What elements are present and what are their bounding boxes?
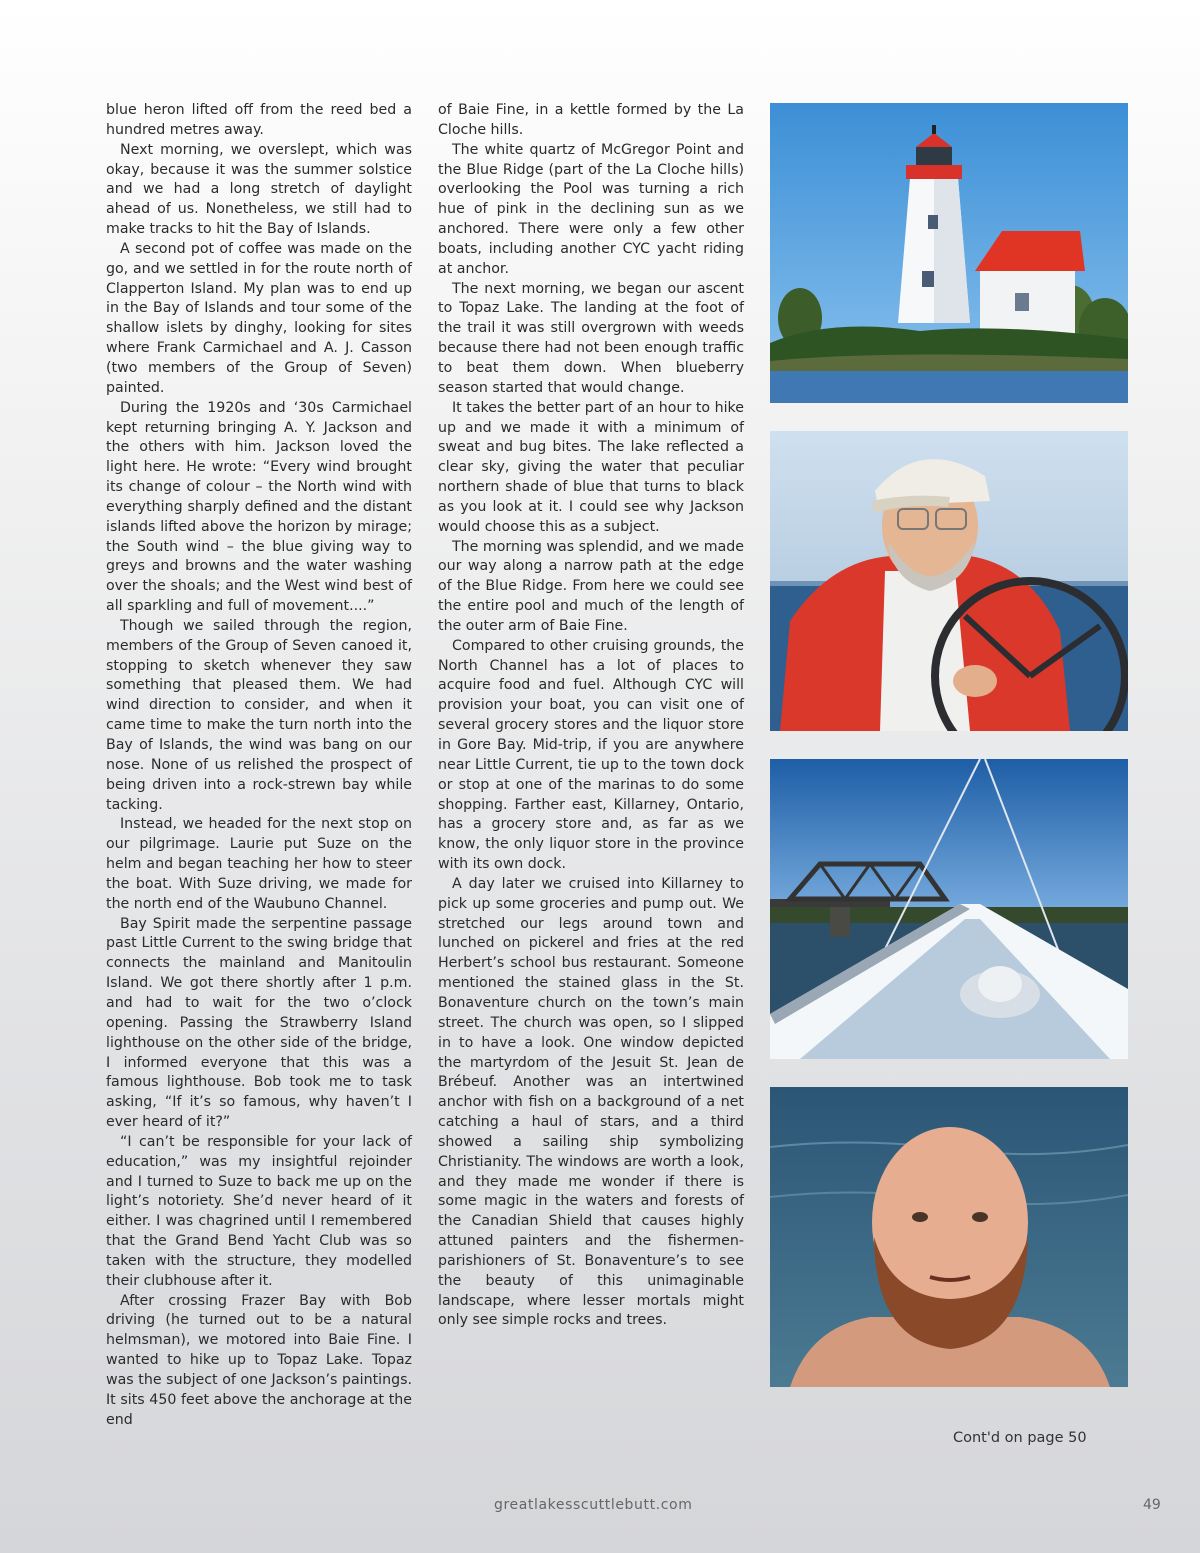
- article-column-2: [438, 101, 744, 1331]
- bow-and-bridge-photo: [770, 759, 1128, 1059]
- paragraph: of Baie Fine, in a kettle formed by the La Cloche hills.: [438, 102, 744, 138]
- paragraph: Instead, we headed for the next stop on our pilgrimage. Laurie put Suze on the helm and began teaching her how to steer the boat. With Suze driving, we made for the north end of the Waubuno Channel.: [106, 816, 412, 912]
- footer-website: greatlakesscuttlebutt.com: [494, 1497, 693, 1513]
- man-at-helm-photo: [770, 431, 1128, 731]
- paragraph: Bay Spirit made the serpentine passage past Little Current to the swing bridge that connects the mainland and Manitoulin Island. We got there shortly after 1 p.m. and had to wait for the two o’clock opening. Passing the Strawberry Island lighthouse on the other side of the bridge, I informed everyone that this was a famous lighthouse. Bob took me to task asking, “If it’s so famous, why haven’t I ever heard of it?”: [106, 915, 412, 1131]
- page-number: 49: [1143, 1497, 1161, 1513]
- article-column-1: [106, 101, 412, 1431]
- paragraph: Compared to other cruising grounds, the North Channel has a lot of places to acquire food and fuel. Although CYC will provision your boat, you can visit one of several grocery stores and the liquor store in Gore Bay. Mid-trip, if you are anywhere near Little Current, tie up to the town dock or stop at one of the marinas to do some shopping. Farther east, Killarney, Ontario, has a grocery store and, as far as we know, the only liquor store in the province with its own dock.: [438, 637, 744, 873]
- paragraph: blue heron lifted off from the reed bed a hundred metres away.: [106, 102, 412, 138]
- paragraph: Next morning, we overslept, which was okay, because it was the summer solstice and we had a long stretch of daylight ahead of us. Nonetheless, we still had to make tracks to hit the Bay of Islands.: [106, 141, 412, 238]
- paragraph: After crossing Frazer Bay with Bob driving (he turned out to be a natural helmsman), we motored into Baie Fine. I wanted to hike up to Topaz Lake. Topaz was the subject of one Jackson’s paintings. It sits 450 feet above the anchorage at the end: [106, 1292, 412, 1428]
- lighthouse-photo: [770, 103, 1128, 403]
- paragraph: A second pot of coffee was made on the go, and we settled in for the route north of Clapperton Island. My plan was to end up in the Bay of Islands and tour some of the shallow islets by dinghy, looking for sites where Frank Carmichael and A. J. Casson (two members of the Group of Seven) painted.: [106, 240, 412, 396]
- swimmer-photo: [770, 1087, 1128, 1387]
- paragraph: During the 1920s and ‘30s Carmichael kept returning bringing A. Y. Jackson and the others with him. Jackson loved the light here. He wrote: “Every wind brought its change of colour – the North wind with everything sharply defined and the distant islands lifted above the horizon by mirage; the South wind – the blue giving way to greys and browns and the water washing over the shoals; and the West wind best of all sparkling and full of movement....”: [106, 399, 412, 615]
- paragraph: The next morning, we began our ascent to Topaz Lake. The landing at the foot of the trail it was still overgrown with weeds because there had not been enough traffic to beat them down. When blueberry season started that would change.: [438, 280, 744, 396]
- continued-note: Cont'd on page 50: [953, 1430, 1087, 1446]
- paragraph: Though we sailed through the region, members of the Group of Seven canoed it, stopping to sketch whenever they saw something that pleased them. We had wind direction to consider, and when it came time to make the turn north into the Bay of Islands, the wind was bang on our nose. None of us relished the prospect of being driven into a rock-strewn bay while tacking.: [106, 617, 412, 813]
- paragraph: It takes the better part of an hour to hike up and we made it with a minimum of sweat and bug bites. The lake reflected a clear sky, giving the water that peculiar northern shade of blue that turns to black as you look at it. I could see why Jackson would choose this as a subject.: [438, 399, 744, 535]
- paragraph: A day later we cruised into Killarney to pick up some groceries and pump out. We stretched our legs around town and lunched on pickerel and fries at the red Herbert’s school bus restaurant. Someone mentioned the stained glass in the St. Bonaventure church on the town’s main street. The church was open, so I slipped in to have a look. One window depicted the martyrdom of the Jesuit St. Jean de Brébeuf. Another was an intertwined anchor with fish on a background of a net catching a haul of stars, and a third showed a sailing ship symbolizing Christianity. The windows are worth a look, and they made me wonder if there is some magic in the waters and forests of the Canadian Shield that causes highly attuned painters and the fishermen-parishioners of St. Bonaventure’s to see the beauty of this unimaginable landscape, where lesser mortals might only see simple rocks and trees.: [438, 875, 744, 1329]
- paragraph: The morning was splendid, and we made our way along a narrow path at the edge of the Blue Ridge. From here we could see the entire pool and much of the length of the outer arm of Baie Fine.: [438, 538, 744, 634]
- paragraph: The white quartz of McGregor Point and the Blue Ridge (part of the La Cloche hills) overlooking the Pool was turning a rich hue of pink in the declining sun as we anchored. There were only a few other boats, including another CYC yacht riding at anchor.: [438, 141, 744, 277]
- paragraph: “I can’t be responsible for your lack of education,” was my insightful rejoinder and I turned to Suze to back me up on the light’s notoriety. She’d never heard of it either. I was chagrined until I remembered that the Grand Bend Yacht Club was so taken with the structure, they modelled their clubhouse after it.: [106, 1133, 412, 1289]
